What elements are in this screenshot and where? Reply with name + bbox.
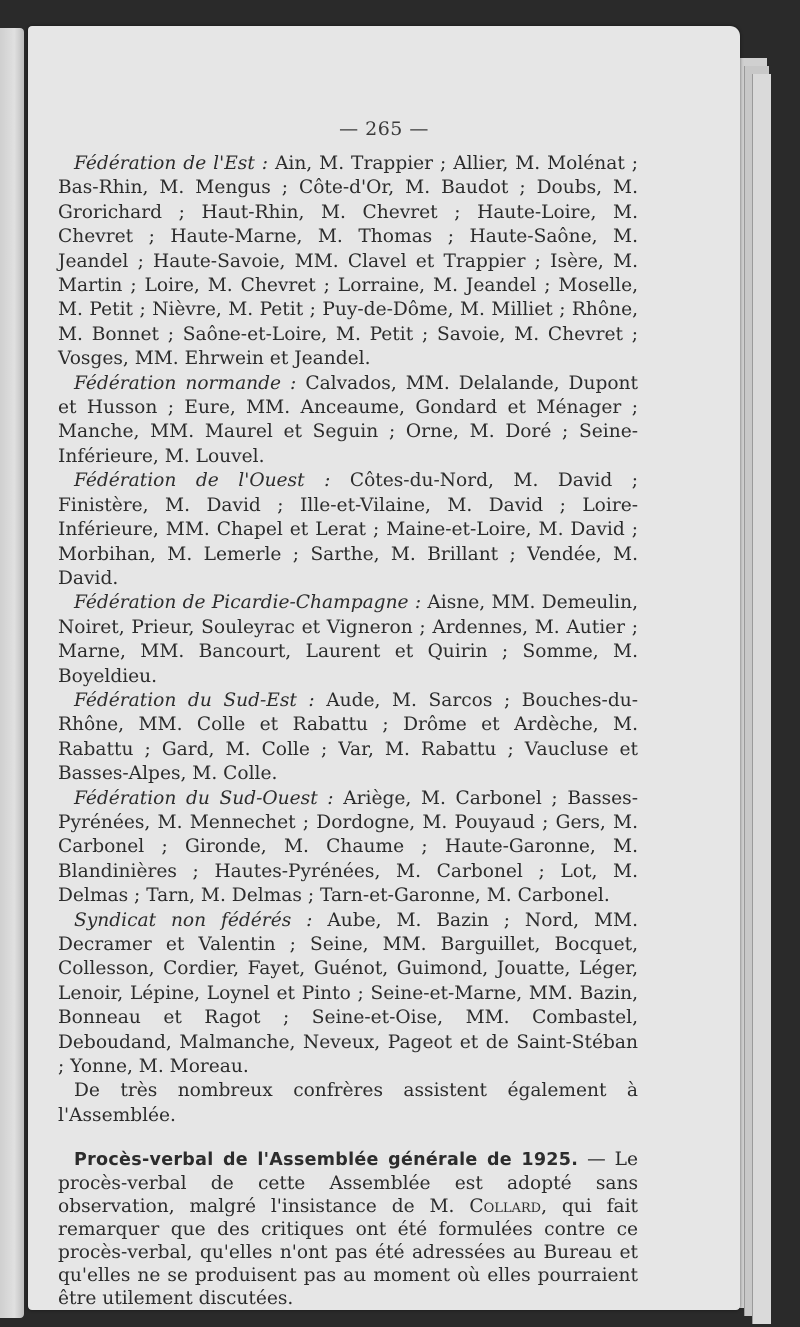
paragraph-text: Ariège, M. Carbonel ; Basses-Pyrénées, M. Mennechet ; Dordogne, M. Pouyaud ; Gers, M. Carbonel ; Gironde, M. Chaume ; Haute-Garonne, M. Blandinières ; Hautes-Pyrénées, M. Carbonel ; Lot, M. Delmas ; Tarn, M. Delmas ; Tarn-et-Garonne, M. Carbonel. — [58, 787, 638, 907]
paragraph-label: Fédération de l'Ouest : — [74, 470, 331, 492]
page-number: — 265 — — [339, 118, 429, 140]
paragraph-text: Aude, M. Sarcos ; Bouches-du-Rhône, MM. Colle et Rabattu ; Drôme et Ardèche, M. Rabattu ; Gard, M. Colle ; Var, M. Rabattu ; Vaucluse et Basses-Alpes, M. Colle. — [58, 689, 638, 785]
proces-verbal-text: — Le procès-verbal de cette Assemblée est adopté sans observation, malgré l'insistance de M. — [58, 1149, 638, 1218]
proces-verbal-text: , qui fait remarquer que des critiques ont été formulées contre ce procès-verbal, qu'elles n'ont pas été adressées au Bureau et qu'elles ne se produisent pas au moment où elles pourraient être utilement discutées. — [58, 1196, 638, 1310]
paragraph-text: Aisne, MM. Demeulin, Noiret, Prieur, Souleyrac et Vigneron ; Ardennes, M. Autier ; Marne, MM. Bancourt, Laurent et Quirin ; Somme, M. Boyeldieu. — [58, 592, 639, 687]
paragraph-label: Fédération du Sud-Est : — [74, 689, 315, 711]
book-page — [28, 26, 740, 1310]
paragraph-federation-est — [58, 152, 638, 372]
page-body — [58, 152, 638, 1310]
paragraph-label: Syndicat non fédérés : — [74, 909, 313, 931]
paragraph-text: Aube, M. Bazin ; Nord, MM. Decramer et Valentin ; Seine, MM. Barguillet, Bocquet, Collesson, Cordier, Fayet, Guénot, Guimond, Jouatte, Léger, Lenoir, Lépine, Loynel et Pinto ; Seine-et-Marne, MM. Bazin, Bonneau et Ragot ; Seine-et-Oise, MM. Combastel, Deboudand, Malmanche, Neveux, Pageot et de Saint-Stéban ; Yonne, M. Moreau. — [58, 909, 638, 1078]
person-name: Collard — [469, 1196, 542, 1218]
paragraph-text: Calvados, MM. Delalande, Dupont et Husson ; Eure, MM. Anceaume, Gondard et Ménager ; Manche, MM. Maurel et Seguin ; Orne, M. Doré ; Seine-Inférieure, M. Louvel. — [58, 372, 638, 467]
proces-verbal-paragraph — [58, 1148, 638, 1310]
left-page-edge — [0, 28, 24, 1318]
paragraph-text: Côtes-du-Nord, M. David ; Finistère, M. David ; Ille-et-Vilaine, M. David ; Loire-Inférieure, MM. Chapel et Lerat ; Maine-et-Loire, M. David ; Morbihan, M. Lemerle ; Sarthe, M. Brillant ; Vendée, M. David. — [58, 470, 639, 589]
paragraph-label: Fédération de l'Est : — [74, 153, 269, 174]
paragraph-text: Ain, M. Trappier ; Allier, M. Molénat ; Bas-Rhin, M. Mengus ; Côte-d'Or, M. Baudot ; Doubs, M. Grorichard ; Haut-Rhin, M. Chevret ; Haute-Loire, M. Chevret ; Haute-Marne, M. Thomas ; Haute-Saône, M. Jeandel ; Haute-Savoie, MM. Clavel et Trappier ; Isère, M. Martin ; Loire, M. Chevret ; Lorraine, M. Jeandel ; Moselle, M. Petit ; Nièvre, M. Petit ; Puy-de-Dôme, M. Milliet ; Rhône, M. Bonnet ; Saône-et-Loire, M. Petit ; Savoie, M. Chevret ; Vosges, MM. Ehrwein et Jeandel. — [58, 153, 639, 370]
paragraph-label: Fédération de Picardie-Champagne : — [74, 592, 422, 614]
closing-line: De très nombreux confrères assistent également à l'Assemblée. — [58, 1080, 638, 1126]
paragraph-federation-picardie — [58, 591, 638, 689]
paragraph-label: Fédération normande : — [74, 372, 297, 394]
paragraph-syndicat-non-federes — [58, 909, 638, 1080]
paragraph-federation-normande — [58, 372, 638, 470]
paragraph-federation-ouest — [58, 469, 638, 591]
proces-verbal-heading: Procès-verbal de l'Assemblée générale de 1925. — [74, 1150, 579, 1171]
paragraph-federation-sud-est — [58, 689, 638, 787]
page-stack-edge — [752, 74, 771, 1324]
paragraph-label: Fédération du Sud-Ouest : — [74, 787, 334, 809]
paragraph-federation-sud-ouest — [58, 787, 638, 909]
